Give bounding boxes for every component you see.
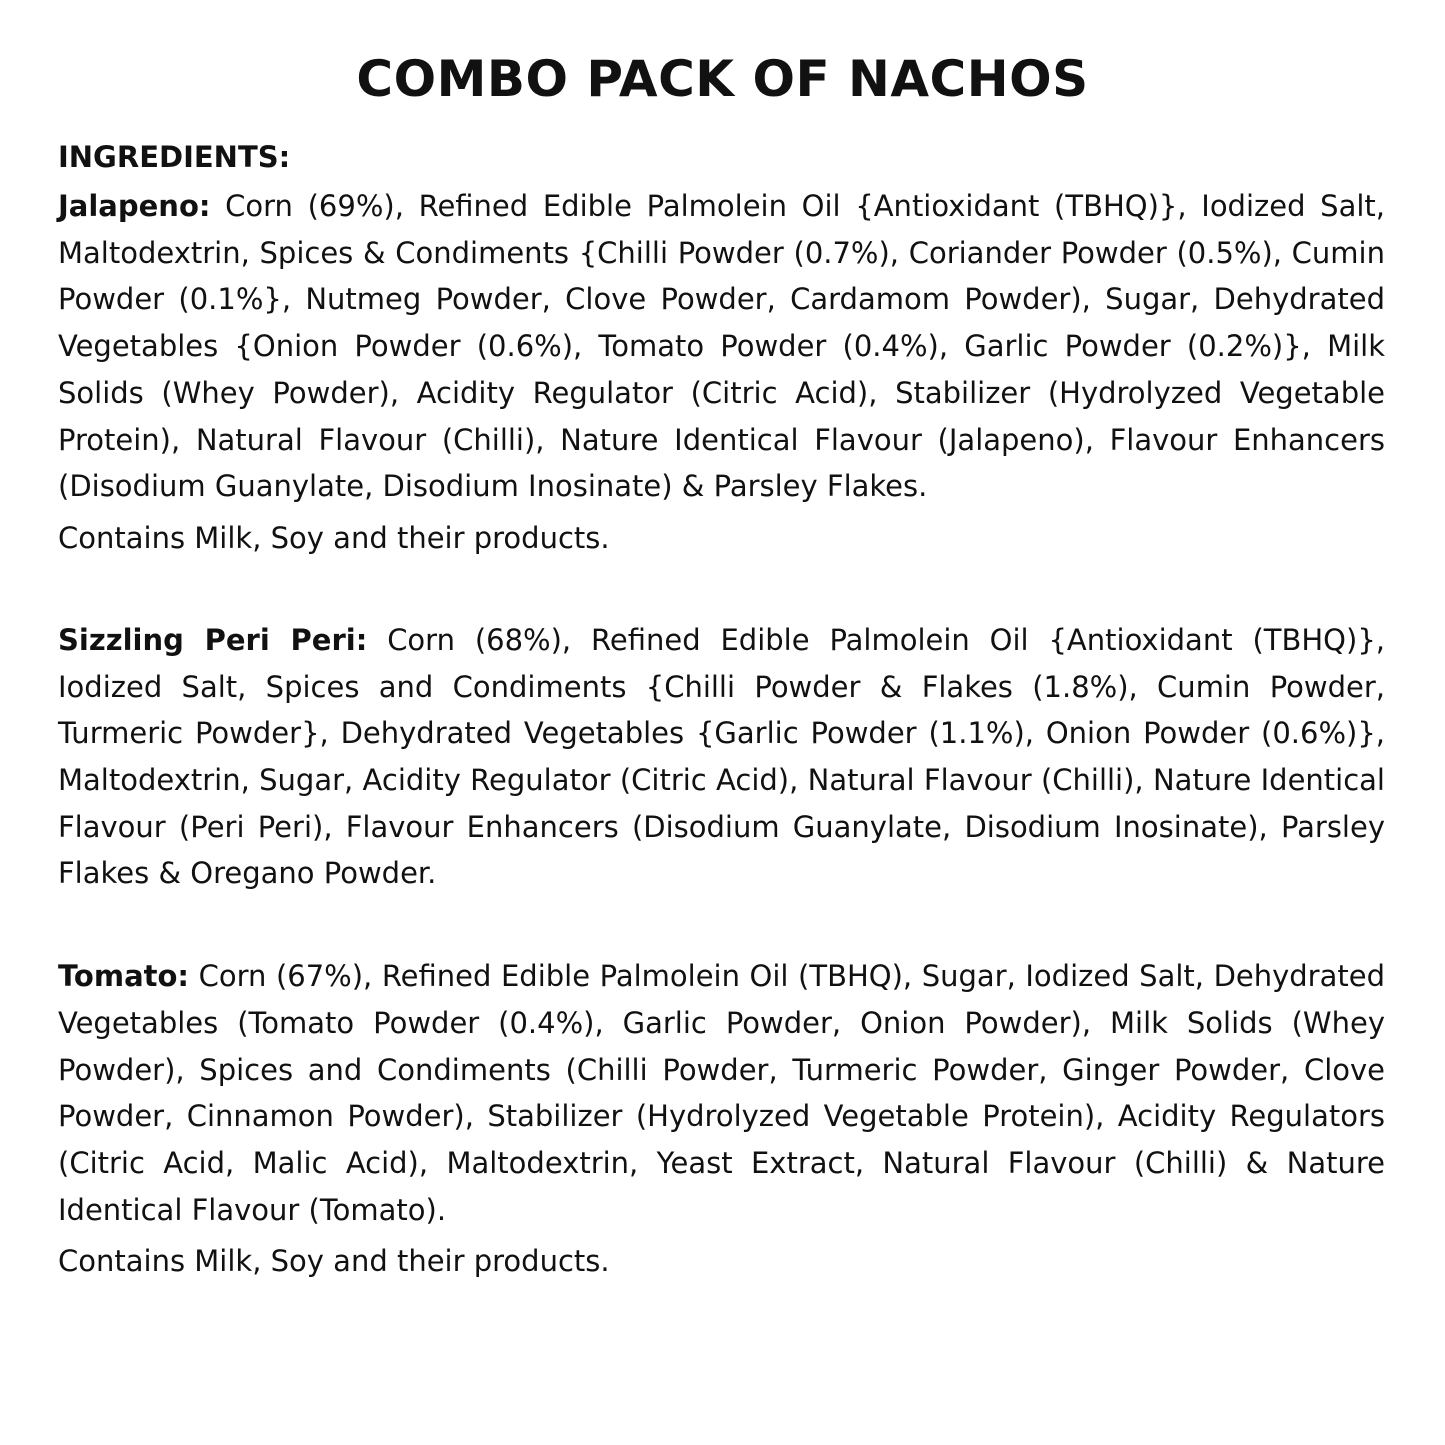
jalapeno-allergen-note: Contains Milk, Soy and their products.	[58, 520, 610, 555]
tomato-label: Tomato:	[58, 959, 190, 994]
tomato-allergen-note: Contains Milk, Soy and their products.	[58, 1244, 610, 1279]
peri-peri-label: Sizzling Peri Peri:	[58, 622, 368, 657]
ingredients-content	[58, 131, 1385, 1284]
tomato-text: Corn (67%), Refined Edible Palmolein Oil (TBHQ), Sugar, Iodized Salt, Dehydrated Vegetables (Tomato Powder (0.4%), Garlic Powder, Onion Powder), Milk Solids (Whey Powder), Spices and Condiments (Chilli Powder, Turmeric Powder, Ginger Powder, Clove Powder, Cinnamon Powder), Stabilizer (Hydrolyzed Vegetable Protein), Acidity Regulators (Citric Acid, Malic Acid), Maltodextrin, Yeast Extract, Natural Flavour (Chilli) & Nature Identical Flavour (Tomato).	[58, 959, 1386, 1227]
peri-peri-text: Corn (68%), Refined Edible Palmolein Oil {Antioxidant (TBHQ)}, Iodized Salt, Spices and Condiments {Chilli Powder & Flakes (1.8%), Cumin Powder, Turmeric Powder}, Dehydrated Vegetables {Garlic Powder (1.1%), Onion Powder (0.6%)}, Maltodextrin, Sugar, Acidity Regulator (Citric Acid), Natural Flavour (Chilli), Nature Identical Flavour (Peri Peri), Flavour Enhancers (Disodium Guanylate, Disodium Inosinate), Parsley Flakes & Oregano Powder.	[58, 622, 1385, 891]
page-title: COMBO PACK OF NACHOS	[356, 50, 1089, 108]
tomato-ingredients	[58, 953, 1385, 1233]
section-spacer	[58, 561, 1385, 617]
ingredients-heading: INGREDIENTS:	[58, 140, 291, 174]
peri-peri-ingredients	[58, 617, 1385, 897]
jalapeno-ingredients	[58, 183, 1385, 510]
jalapeno-label: Jalapeno:	[58, 189, 211, 223]
jalapeno-text: Corn (69%), Refined Edible Palmolein Oil {Antioxidant (TBHQ)}, Iodized Salt, Maltodextrin, Spices & Condiments {Chilli Powder (0.7%), Coriander Powder (0.5%), Cumin Powder (0.1%}, Nutmeg Powder, Clove Powder, Cardamom Powder), Sugar, Dehydrated Vegetables {Onion Powder (0.6%), Tomato Powder (0.4%), Garlic Powder (0.2%)}, Milk Solids (Whey Powder), Acidity Regulator (Citric Acid), Stabilizer (Hydrolyzed Vegetable Protein), Natural Flavour (Chilli), Nature Identical Flavour (Jalapeno), Flavour Enhancers (Disodium Guanylate, Disodium Inosinate) & Parsley Flakes.	[58, 189, 1385, 504]
section-spacer	[58, 897, 1385, 953]
